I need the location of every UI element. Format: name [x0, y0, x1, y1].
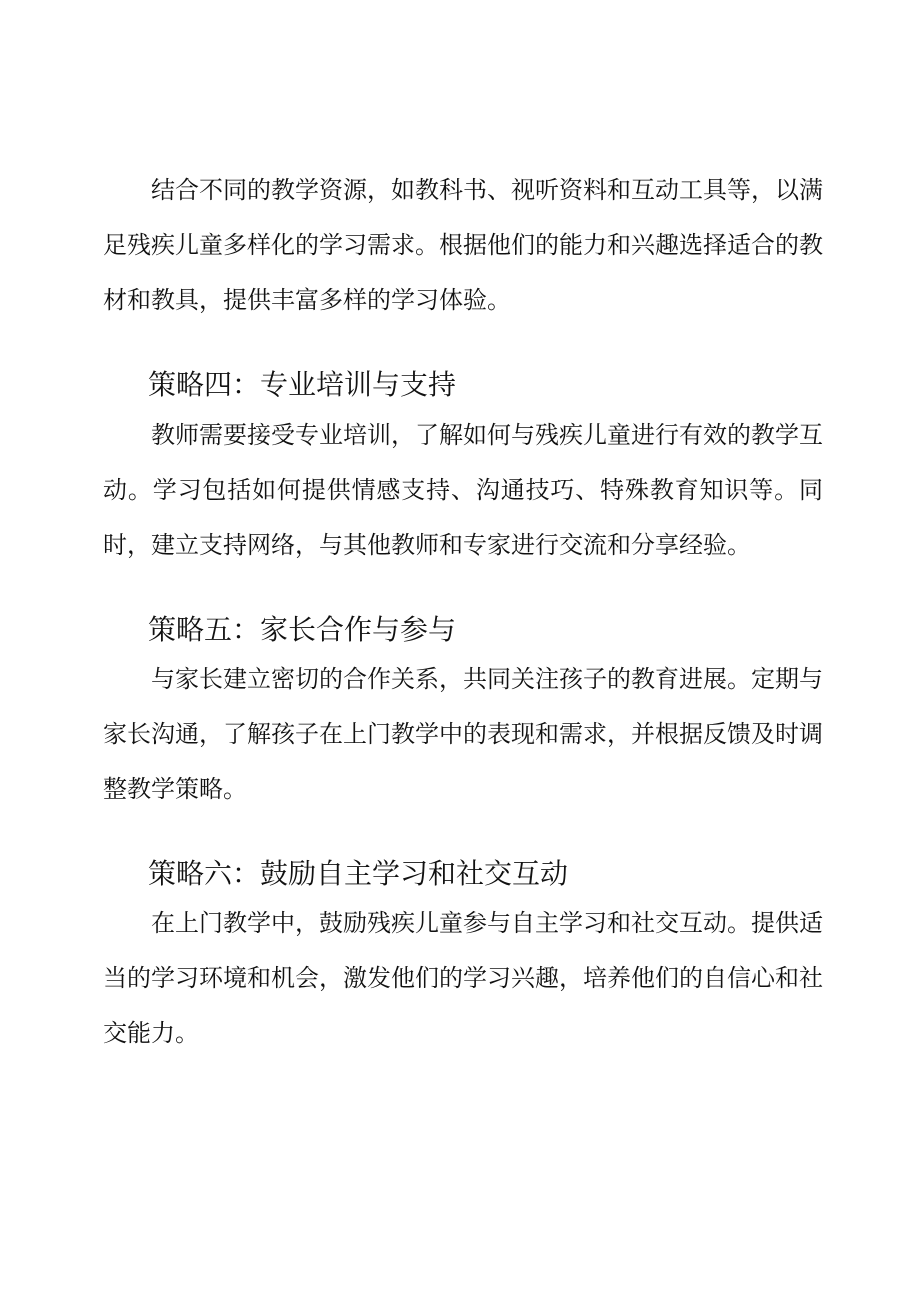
section-body-strategy-5: 与家长建立密切的合作关系，共同关注孩子的教育进展。定期与家长沟通，了解孩子在上门教学中的表现和需求，并根据反馈及时调整教学策略。: [103, 665, 823, 803]
section-body-strategy-6: 在上门教学中，鼓励残疾儿童参与自主学习和社交互动。提供适当的学习环境和机会，激发他们的学习兴趣，培养他们的自信心和社交能力。: [103, 909, 823, 1047]
intro-paragraph: 结合不同的教学资源，如教科书、视听资料和互动工具等，以满足残疾儿童多样化的学习需求。根据他们的能力和兴趣选择适合的教材和教具，提供丰富多样的学习体验。: [103, 176, 823, 314]
section-heading-strategy-4: 策略四：专业培训与支持: [148, 368, 457, 401]
section-heading-strategy-5: 策略五：家长合作与参与: [148, 613, 457, 646]
section-body-strategy-4: 教师需要接受专业培训，了解如何与残疾儿童进行有效的教学互动。学习包括如何提供情感支持、沟通技巧、特殊教育知识等。同时，建立支持网络，与其他教师和专家进行交流和分享经验。: [103, 421, 823, 559]
section-heading-strategy-6: 策略六：鼓励自主学习和社交互动: [148, 857, 569, 890]
